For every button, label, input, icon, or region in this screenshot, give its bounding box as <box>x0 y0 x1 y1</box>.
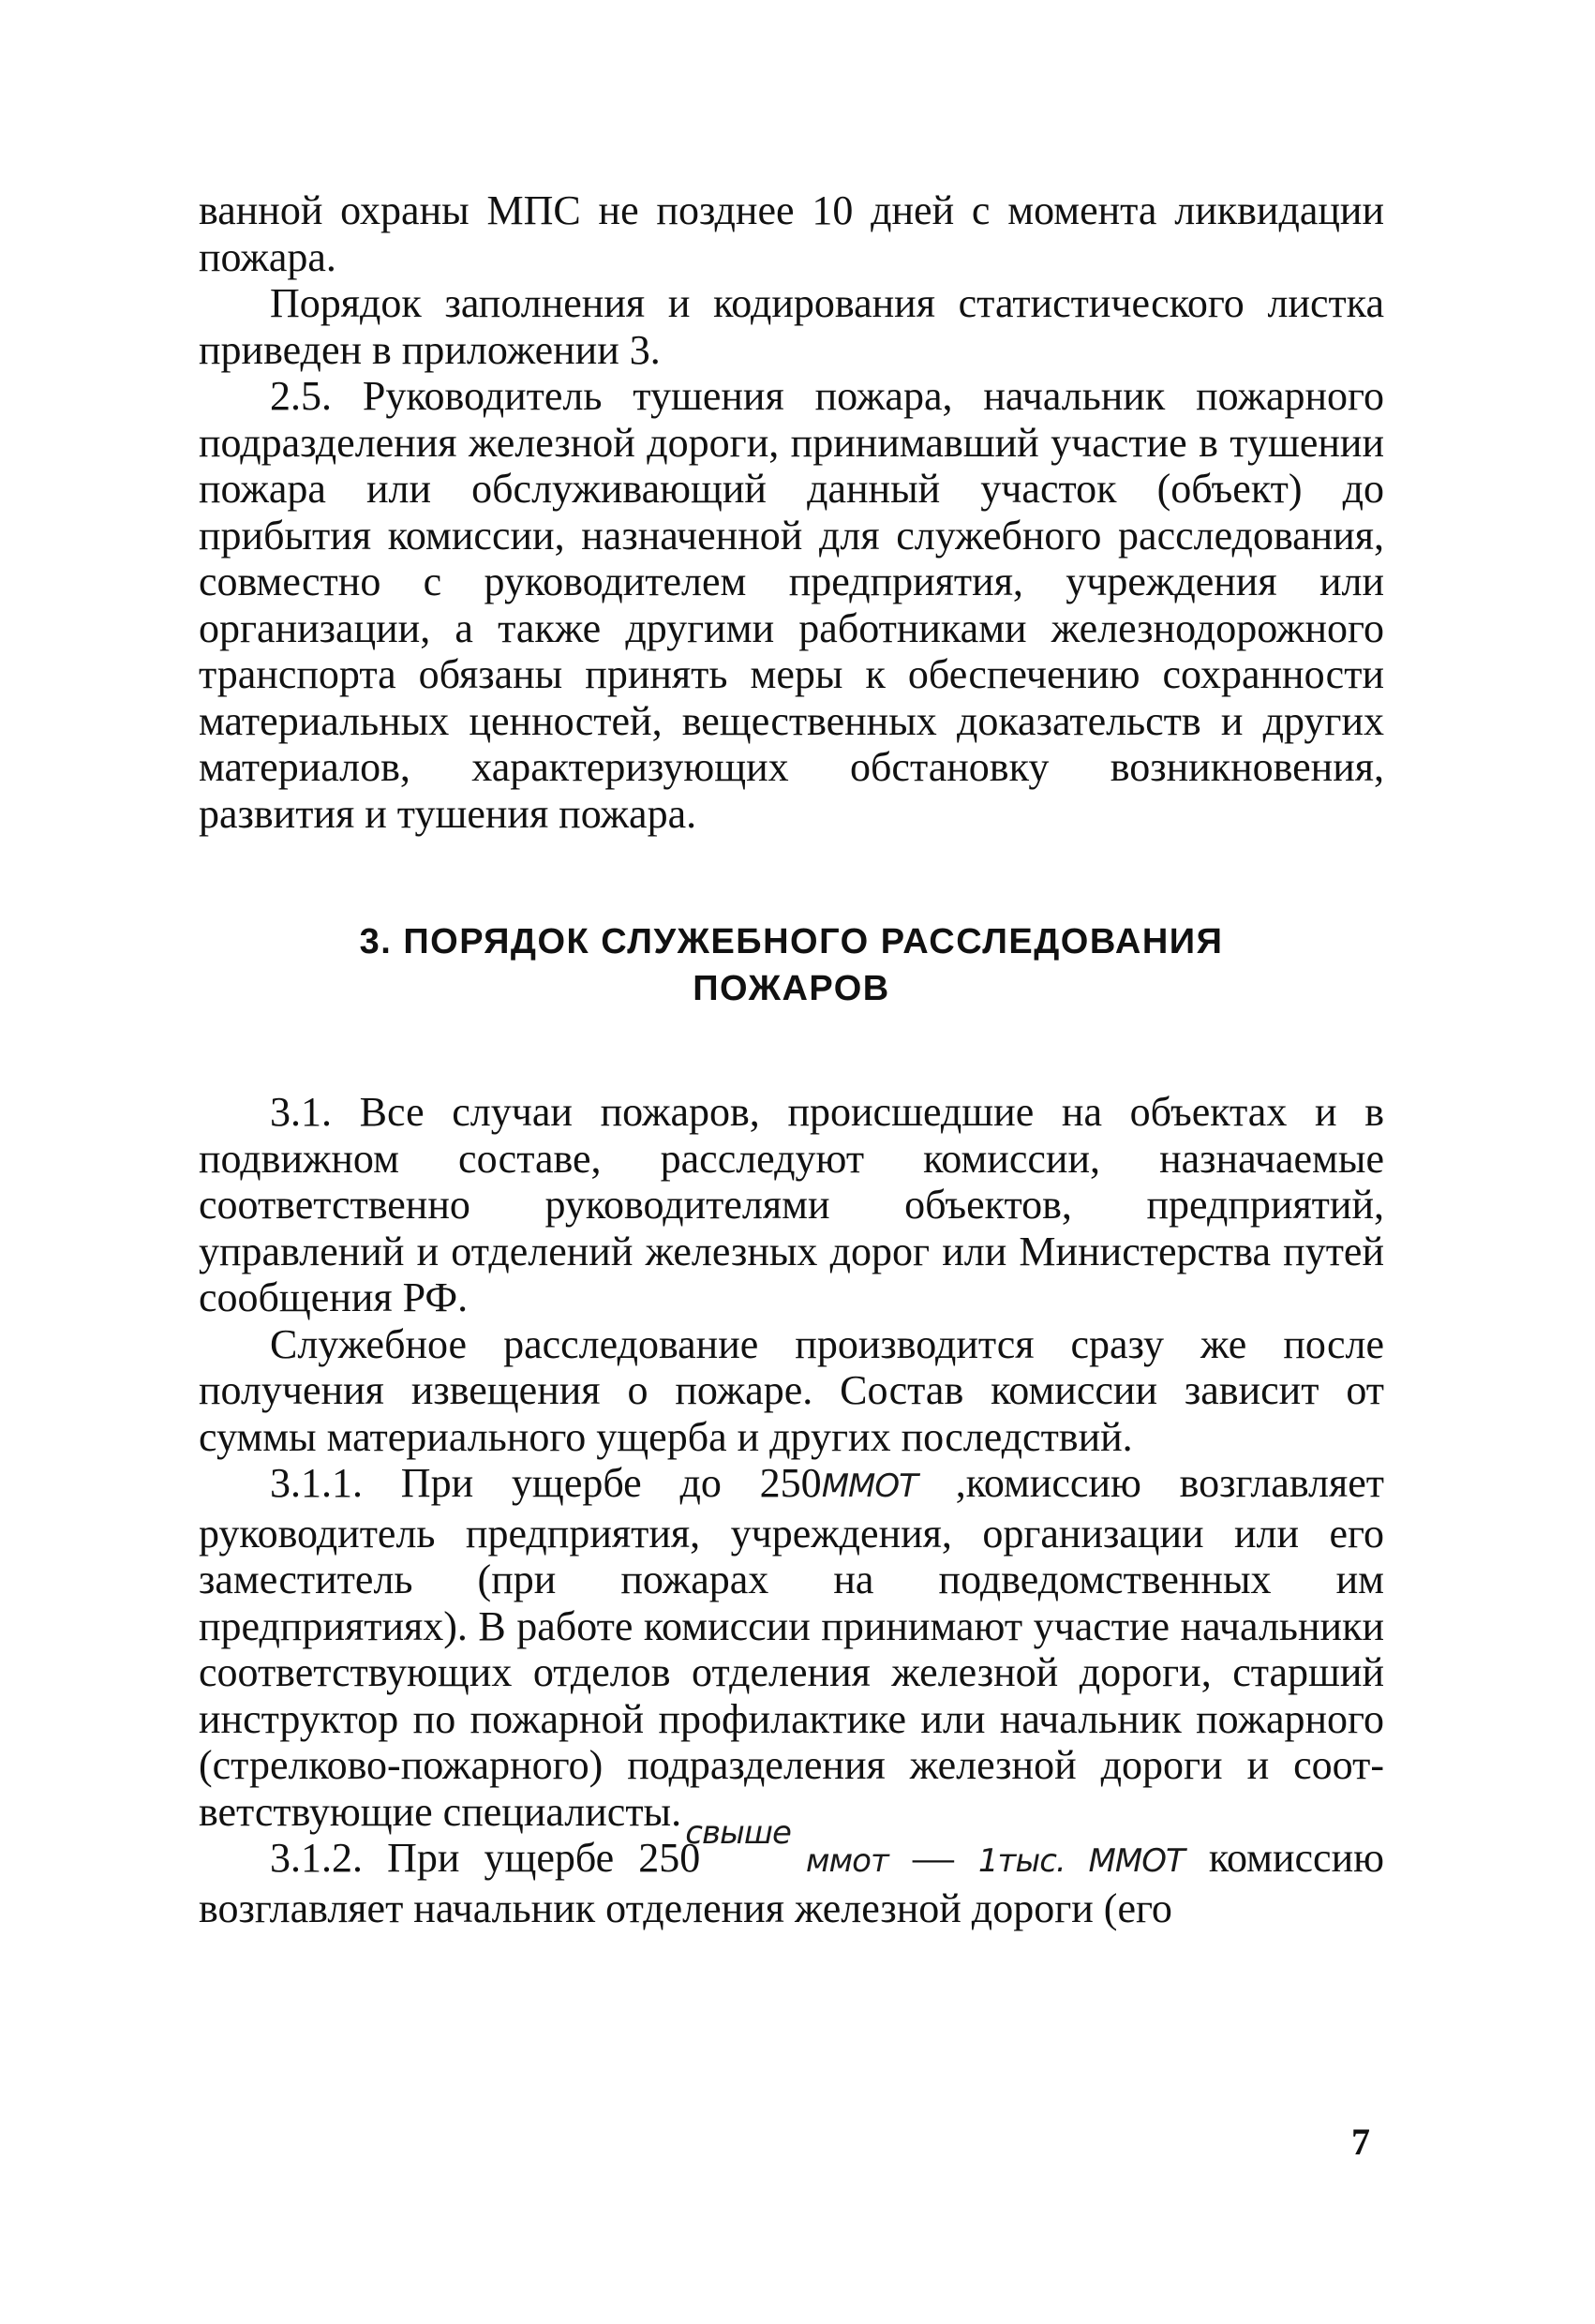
paragraph-statistical-sheet: Порядок заполнения и кодирования статистического листка приведен в приложении 3. <box>199 280 1384 373</box>
page-number: 7 <box>1351 2121 1370 2163</box>
paragraph-3-1-1 <box>199 1460 1384 1835</box>
handwritten-annotation: 1тыс. ММОТ <box>977 1842 1185 1880</box>
section-heading-line-2: ПОЖАРОВ <box>693 969 890 1008</box>
paragraph-investigation: Служебное расследование производится сразу же после получения извещения о пожаре. Состав комиссии зависит от суммы материального ущерба и других последствий. <box>199 1320 1384 1460</box>
paragraph-3-1-1-start: 3.1.1. При ущербе до 250 <box>270 1460 822 1506</box>
paragraph-continuation: ванной охраны МПС не позднее 10 дней с момента ликвидации пожара. <box>199 187 1384 280</box>
handwritten-annotation-above: свыше <box>685 1814 791 1852</box>
paragraph-3-1-2-rest: комиссию возглавляет начальник отделения железной дороги (его <box>199 1835 1384 1931</box>
handwritten-annotation: ммот <box>805 1842 888 1880</box>
text-column <box>199 187 1384 1931</box>
dash: — <box>887 1835 978 1881</box>
paragraph-3-1: 3.1. Все случаи пожаров, происшедшие на объектах и в подвижном составе, расследуют комиссии, назначаемые соответственно руководителями объектов, предприятий, управлений и отделений железных дорог или Министерства путей сообщения РФ. <box>199 1089 1384 1320</box>
paragraph-3-1-2 <box>199 1814 1384 1931</box>
handwritten-annotation: ММОТ <box>821 1467 917 1505</box>
section-heading <box>199 918 1384 1012</box>
section-heading-line-1: 3. ПОРЯДОК СЛУЖЕБНОГО РАССЛЕДОВАНИЯ <box>359 922 1224 961</box>
paragraph-3-1-2-start: 3.1.2. При ущербе 250 <box>270 1835 701 1881</box>
paragraph-2-5: 2.5. Руководитель тушения пожара, начальник пожарного подразделения железной дороги, принимавший участие в тушении пожара или обслуживающий данный участок (объект) до прибытия комиссии, назначенной для служебного расследования, совместно с руководителем предприятия, учреждения или организации, а также другими работниками железнодорожного транспорта обязаны принять меры к обеспечению сохранности материальных ценностей, вещественных доказательств и других материалов, характеризующих обстановку возникновения, развития и тушения пожара. <box>199 373 1384 837</box>
paragraph-3-1-1-rest: ,комиссию возглавляет руководитель предприятия, учреждения, организации или его заместитель (при пожарах на подведомственных им предприятиях). В работе комиссии принимают участие начальники соответствующих отделов отделения железной дороги, старший инструктор по пожарной профилактике или начальник пожарного (стрелково-пожарного) подразделения железной дороги и соответствующие специалисты. <box>199 1460 1384 1835</box>
